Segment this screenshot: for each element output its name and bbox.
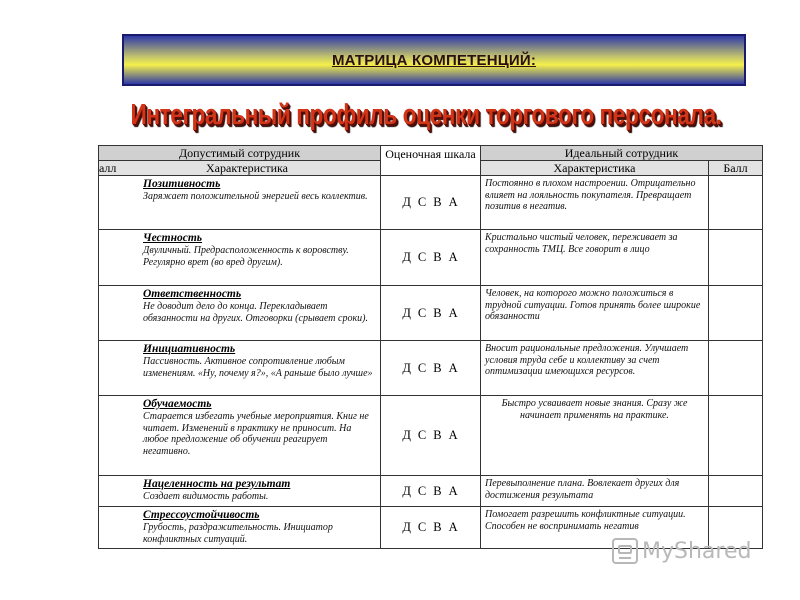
competency-row	[99, 476, 763, 507]
ideal-characteristic-cell: Помогает разрешить конфликтные ситуации. Способен не воспринимать негатив	[481, 507, 709, 549]
score-cell[interactable]	[709, 230, 763, 286]
competency-name: Ответственность	[143, 288, 242, 300]
competency-name: Инициативность	[143, 343, 236, 355]
score-cell[interactable]	[709, 476, 763, 507]
competency-row	[99, 176, 763, 230]
grade-option[interactable]: А	[448, 195, 459, 209]
grade-option[interactable]: С	[417, 250, 428, 264]
grade-option[interactable]: С	[417, 520, 428, 534]
grade-option[interactable]: Д	[402, 250, 412, 264]
rating-scale-cell	[381, 476, 481, 507]
rating-scale-cell	[381, 176, 481, 230]
competency-name: Честность	[143, 232, 203, 244]
acceptable-description: Грубость, раздражительность. Инициатор конфликтных ситуаций.	[143, 522, 333, 545]
grade-option[interactable]: А	[448, 305, 459, 320]
acceptable-characteristic-cell	[99, 476, 381, 507]
ideal-characteristic-cell: Быстро усваивает новые знания. Сразу же начинает применять на практике.	[481, 396, 709, 476]
grade-option[interactable]: С	[417, 428, 428, 442]
acceptable-characteristic-cell	[99, 230, 381, 286]
grade-option[interactable]: В	[433, 520, 443, 534]
acceptable-description: Создает видимость работы.	[143, 491, 269, 502]
competency-matrix-table	[98, 145, 763, 549]
acceptable-description: Старается избегать учебные мероприятия. Книг не читает. Изменений в практику не приносит. На любое предложение об обучении реагирует негативно.	[143, 411, 369, 457]
grade-option[interactable]: А	[448, 428, 459, 442]
grade-option[interactable]: Д	[402, 195, 412, 209]
watermark	[612, 538, 751, 564]
acceptable-description: Двуличный. Предрасположенность к воровству. Регулярно врет (во вред другим).	[143, 245, 349, 268]
competency-name: Нацеленность на результат	[143, 478, 291, 490]
presentation-screen-icon	[612, 538, 638, 564]
banner-title: МАТРИЦА КОМПЕТЕНЦИЙ:	[331, 51, 537, 69]
acceptable-description: Не доводит дело до конца. Перекладывает обязанности на других. Отговорки (срывает сроки).	[143, 301, 368, 324]
acceptable-characteristic-cell	[99, 507, 381, 549]
rating-scale-cell	[381, 396, 481, 476]
header-rating-scale: Оценочная шкала	[381, 146, 481, 176]
matrix-body	[99, 176, 763, 549]
acceptable-characteristic-cell	[99, 341, 381, 396]
rating-scale-cell	[381, 341, 481, 396]
ideal-characteristic-cell: Человек, на которого можно положиться в трудной ситуации. Готов принять более широкие обязанности	[481, 286, 709, 341]
ideal-characteristic-cell: Перевыполнение плана. Вовлекает других для достижения результата	[481, 476, 709, 507]
grade-option[interactable]: А	[448, 250, 459, 264]
grade-option[interactable]: С	[417, 483, 428, 498]
competency-name: Обучаемость	[143, 398, 212, 410]
grade-option[interactable]: В	[433, 195, 443, 209]
grade-option[interactable]: С	[417, 360, 428, 375]
grade-option[interactable]: А	[448, 483, 459, 498]
ideal-characteristic-cell: Постоянно в плохом настроении. Отрицательно влияет на лояльность покупателя. Превращает позитив в негатив.	[481, 176, 709, 230]
competency-row	[99, 396, 763, 476]
header-right-score: Балл	[709, 161, 763, 176]
header-left-score: алл	[99, 161, 117, 175]
title-banner	[122, 34, 746, 86]
watermark-text: MyShared	[642, 538, 752, 564]
grade-option[interactable]: В	[433, 250, 443, 264]
grade-option[interactable]: Д	[402, 305, 412, 320]
competency-name: Стрессоустойчивость	[143, 509, 260, 521]
score-cell[interactable]	[709, 176, 763, 230]
acceptable-description: Пассивность. Активное сопротивление любым изменениям. «Ну, почему я?», «А раньше было лучше»	[143, 356, 373, 379]
grade-option[interactable]: В	[433, 360, 443, 375]
acceptable-description: Заряжает положительной энергией весь коллектив.	[143, 191, 368, 202]
competency-row	[99, 341, 763, 396]
competency-name: Позитивность	[143, 178, 221, 190]
grade-option[interactable]: Д	[402, 483, 412, 498]
grade-option[interactable]: Д	[402, 520, 412, 534]
header-right-characteristic: Характеристика	[481, 161, 709, 176]
grade-option[interactable]: А	[448, 360, 459, 375]
grade-option[interactable]: С	[417, 305, 428, 320]
grade-option[interactable]: С	[417, 195, 428, 209]
acceptable-characteristic-cell	[99, 286, 381, 341]
rating-scale-cell	[381, 507, 481, 549]
competency-row	[99, 286, 763, 341]
grade-option[interactable]: А	[448, 520, 459, 534]
score-cell[interactable]	[709, 341, 763, 396]
header-acceptable-employee: Допустимый сотрудник	[99, 146, 381, 161]
ideal-characteristic-cell: Кристально чистый человек, переживает за сохранность ТМЦ. Все говорит в лицо	[481, 230, 709, 286]
acceptable-characteristic-cell	[99, 396, 381, 476]
grade-option[interactable]: В	[433, 305, 443, 320]
slide-subtitle: Интегральный профиль оценки торгового персонала.	[130, 98, 722, 131]
rating-scale-cell	[381, 230, 481, 286]
rating-scale-cell	[381, 286, 481, 341]
header-left-characteristic	[99, 161, 381, 176]
grade-option[interactable]: Д	[402, 428, 412, 442]
acceptable-characteristic-cell	[99, 176, 381, 230]
ideal-characteristic-cell: Вносит рациональные предложения. Улучшает условия труда себе и коллективу за счет оптимизации имеющихся ресурсов.	[481, 341, 709, 396]
header-ideal-employee: Идеальный сотрудник	[481, 146, 763, 161]
header-row	[99, 146, 763, 161]
grade-option[interactable]: Д	[402, 360, 412, 375]
competency-row	[99, 230, 763, 286]
header-left-characteristic-label: Характеристика	[206, 161, 288, 175]
score-cell[interactable]	[709, 286, 763, 341]
score-cell[interactable]	[709, 396, 763, 476]
grade-option[interactable]: В	[433, 483, 443, 498]
grade-option[interactable]: В	[433, 428, 443, 442]
